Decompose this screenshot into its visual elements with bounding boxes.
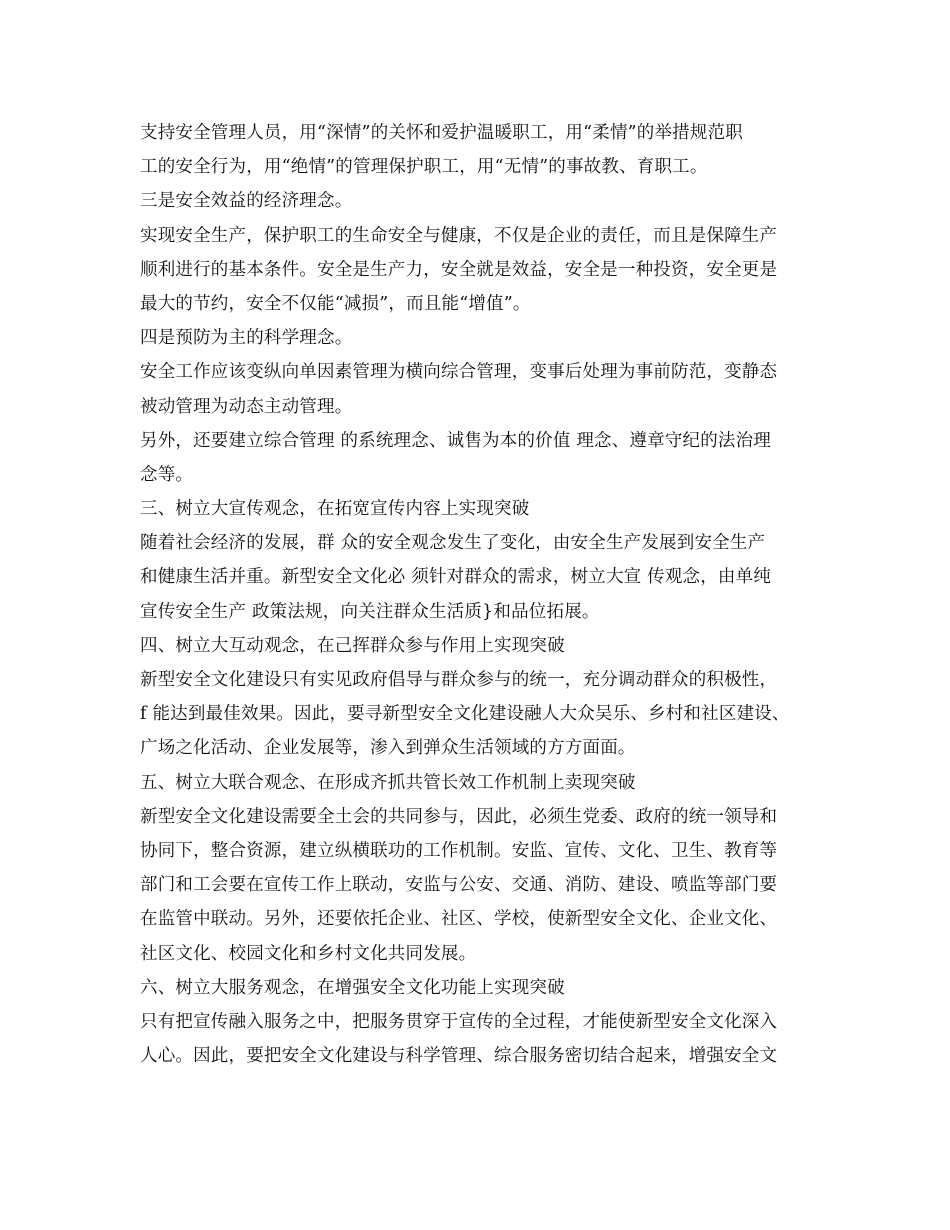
text-line: 安全工作应该变纵向单因素管理为横向综合管理，变事后处理为事前防范，变静态 <box>140 362 778 383</box>
text-line: 新型安全文化建设只有实见政府倡导与群众参与的统一，充分调动群众的积极性， <box>140 670 778 690</box>
text-line: 人心。因此，要把安全文化建设与科学管理、综合服务密切结合起来，增强安全文 <box>140 1046 778 1067</box>
text-line: 念等。 <box>140 464 194 485</box>
section-heading: 四是预防为主的科学理念。 <box>140 328 353 349</box>
text-line: 另外，还要建立综合管理 的系统理念、诚售为本的价值 理念、遵章守纪的法治理 <box>140 430 772 451</box>
section-heading: 三是安全效益的经济理念。 <box>140 191 353 212</box>
document-body <box>140 116 820 1073</box>
text-line: 和健康生活并重。新型安全文化必 须针对群众的需求，树立大宣 传观念，由单纯 <box>140 567 772 588</box>
text-line: 随着社会经济的发展，群 众的安全观念发生了变化，由安全生产发展到安全生产 <box>140 533 766 554</box>
text-line: 部门和工会要在宣传工作上联动，安监与公安、交通、消防、建设、喷监等部门要 <box>140 875 778 896</box>
text-line: 工的安全行为，用“绝情”的管理保护职工，用“无情”的事故教、育职工。 <box>140 157 708 178</box>
text-line: 宣传安全生产 政策法规，向关注群众生活质}和品位拓展。 <box>140 601 600 622</box>
text-line: 广场之化活动、企业发展等，渗入到弹众生活领域的方方面面。 <box>140 738 636 759</box>
text-line: 只有把宣传融入服务之中，把服务贯穿于宣传的全过程，才能使新型安全文化深入 <box>140 1011 778 1032</box>
text-line: 协同下，整合资源，建立纵横联功的工作机制。安监、宣传、文化、卫生、教育等 <box>140 840 778 861</box>
text-line: 新型安全文化建设需要全土会的共同参与，因此，必须生党委、政府的统一领导和 <box>140 806 778 827</box>
section-heading: 四、树立大互动观念，在己挥群众参与作用上实现突破 <box>140 635 565 656</box>
text-line: 在监管中联动。另外，还要依托企业、社区、学校，使新型安全文化、企业文化、 <box>140 909 778 930</box>
text-line: 社区文化、校园文化和乡村文化共同发展。 <box>140 943 477 964</box>
section-heading: 六、树立大服务观念，在增强安全文化功能上实现突破 <box>140 977 565 998</box>
text-line: 顺利进行的基本条件。安全是生产力，安全就是效益，安全是一种投资，安全更是 <box>140 259 778 280</box>
text-line: 实现安全生产，保护职工的生命安全与健康，不仅是企业的责任，而且是保障生产 <box>140 225 778 246</box>
text-line: 最大的节约，安全不仅能“减损”，而且能“增值”。 <box>140 293 531 314</box>
section-heading: 五、树立大联合观念、在形成齐抓共管长效工作机制上卖现突破 <box>140 772 636 793</box>
text-line: 支持安全管理人员，用“深情”的关怀和爱护温暖职工，用“柔情”的举措规范职 <box>140 123 743 143</box>
text-line: 被动管理为动态主动管理。 <box>140 396 353 417</box>
section-heading: 三、树立大宣传观念，在拓宽宣传内容上实现突破 <box>140 499 530 520</box>
text-line: f 能达到最佳效果。因此，要寻新型安全文化建设融人大众吴乐、乡村和社区建设、 <box>140 704 790 725</box>
